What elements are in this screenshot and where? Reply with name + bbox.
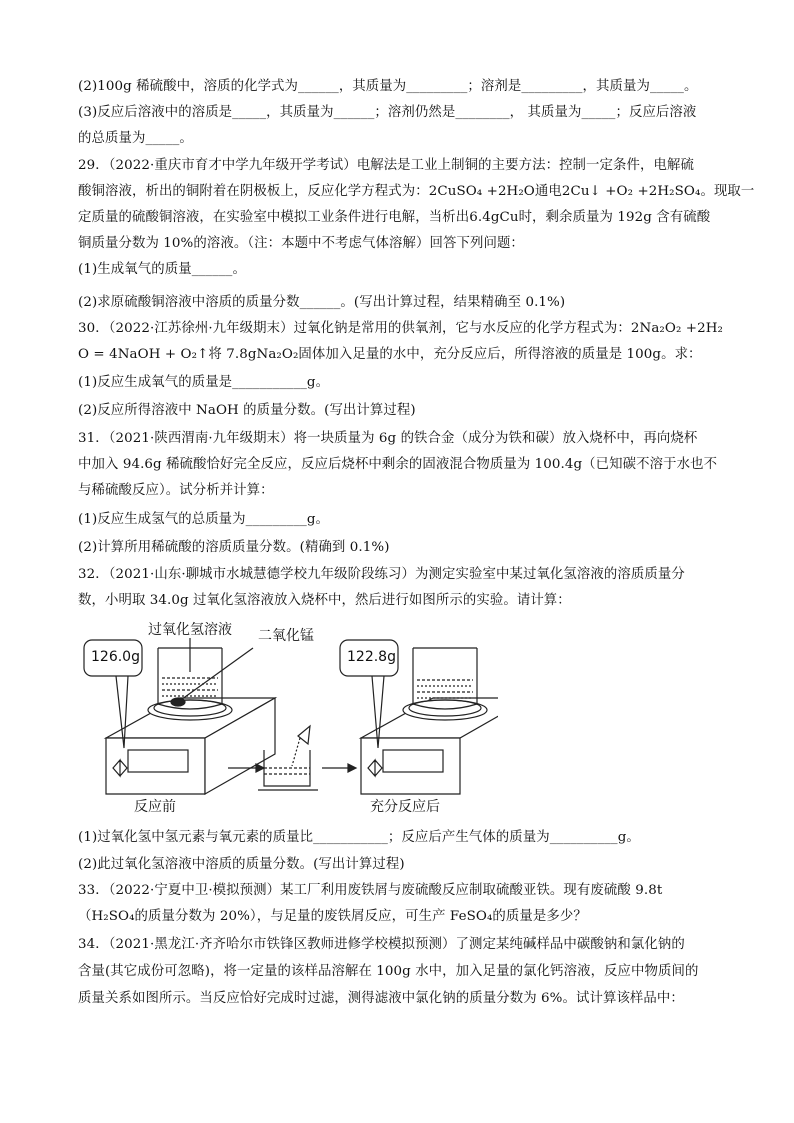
caption-before: 反应前 xyxy=(134,799,176,815)
q32-stem-1: 32．（2021·山东·聊城市水城慧德学校九年级阶段练习）为测定实验室中某过氧化氢溶液的溶质质量分 xyxy=(78,567,685,582)
experiment-figure xyxy=(78,618,498,818)
q29-stem-1: 29．（2022·重庆市育才中学九年级开学考试）电解法是工业上制铜的主要方法：控制一定条件，电解硫 xyxy=(78,158,694,173)
q32-part1: (1)过氧化氢中氢元素与氧元素的质量比___________；反应后产生气体的质量为__________g。 xyxy=(78,830,640,845)
q29-stem-2: 酸铜溶液，析出的铜附着在阴极板上，反应化学方程式为：2CuSO₄ +2H₂O通电2Cu↓ +O₂ +2H₂SO₄。现取一 xyxy=(78,184,755,199)
q29-part1: (1)生成氧气的质量______。 xyxy=(78,262,246,277)
q32-stem-2: 数，小明取 34.0g 过氧化氢溶液放入烧杯中，然后进行如图所示的实验。请计算： xyxy=(78,593,571,608)
mno2-label: 二氧化锰 xyxy=(258,628,314,644)
q28-part3-cont: 的总质量为_____。 xyxy=(78,131,193,146)
balance-reading-before: 126.0g xyxy=(91,649,140,665)
h2o2-label: 过氧化氢溶液 xyxy=(148,622,232,638)
caption-after: 充分反应后 xyxy=(370,799,440,815)
q34-stem-1: 34．（2021·黑龙江·齐齐哈尔市铁锋区教师进修学校模拟预测）了测定某纯碱样品中碳酸钠和氯化钠的 xyxy=(78,937,685,952)
q29-stem-4: 铜质量分数为 10%的溶液。（注：本题中不考虑气体溶解）回答下列问题： xyxy=(78,236,524,251)
q29-part2: (2)求原硫酸铜溶液中溶质的质量分数______。(写出计算过程，结果精确至 0.1%) xyxy=(78,295,566,310)
q30-stem-2: O = 4NaOH + O₂↑将 7.8gNa₂O₂固体加入足量的水中，充分反应后，所得溶液的质量是 100g。求： xyxy=(78,347,702,362)
q33-stem-1: 33．（2022·宁夏中卫·模拟预测）某工厂利用废铁屑与废硫酸反应制取硫酸亚铁。现有废硫酸 9.8t xyxy=(78,883,663,898)
q30-stem-1: 30．（2022·江苏徐州·九年级期末）过氧化钠是常用的供氧剂，它与水反应的化学方程式为：2Na₂O₂ +2H₂ xyxy=(78,321,723,336)
balance-reading-after: 122.8g xyxy=(347,649,396,665)
q28-part3: (3)反应后溶液中的溶质是_____，其质量为______；溶剂仍然是________， 其质量为_____；反应后溶液 xyxy=(78,105,697,120)
experiment-diagram xyxy=(78,618,498,818)
q30-part2: (2)反应所得溶液中 NaOH 的质量分数。(写出计算过程) xyxy=(78,403,416,418)
q30-part1: (1)反应生成氧气的质量是___________g。 xyxy=(78,375,330,390)
q31-part1: (1)反应生成氢气的总质量为_________g。 xyxy=(78,512,329,527)
q31-part2: (2)计算所用稀硫酸的溶质质量分数。(精确到 0.1%) xyxy=(78,540,390,555)
q29-stem-3: 定质量的硫酸铜溶液，在实验室中模拟工业条件进行电解，当析出6.4gCu时，剩余质量为 192g 含有硫酸 xyxy=(78,210,711,225)
q31-stem-2: 中加入 94.6g 稀硫酸恰好完全反应，反应后烧杯中剩余的固液混合物质量为 100.4g（已知碳不溶于水也不 xyxy=(78,457,718,472)
q32-part2: (2)此过氧化氢溶液中溶质的质量分数。(写出计算过程) xyxy=(78,857,405,872)
q31-stem-1: 31．（2021·陕西渭南·九年级期末）将一块质量为 6g 的铁合金（成分为铁和碳）放入烧杯中，再向烧杯 xyxy=(78,431,698,446)
q28-part2: (2)100g 稀硫酸中，溶质的化学式为______，其质量为_________；溶剂是_________，其质量为_____。 xyxy=(78,79,698,94)
q31-stem-3: 与稀硫酸反应）。试分析并计算： xyxy=(78,483,274,498)
q34-stem-3: 质量关系如图所示。当反应恰好完成时过滤，测得滤液中氯化钠的质量分数为 6%。试计算该样品中： xyxy=(78,991,684,1006)
q34-stem-2: 含量(其它成份可忽略)，将一定量的该样品溶解在 100g 水中，加入足量的氯化钙溶液，反应中物质间的 xyxy=(78,964,699,979)
q33-stem-2: （H₂SO₄的质量分数为 20%），与足量的废铁屑反应，可生产 FeSO₄的质量是多少？ xyxy=(78,909,587,924)
